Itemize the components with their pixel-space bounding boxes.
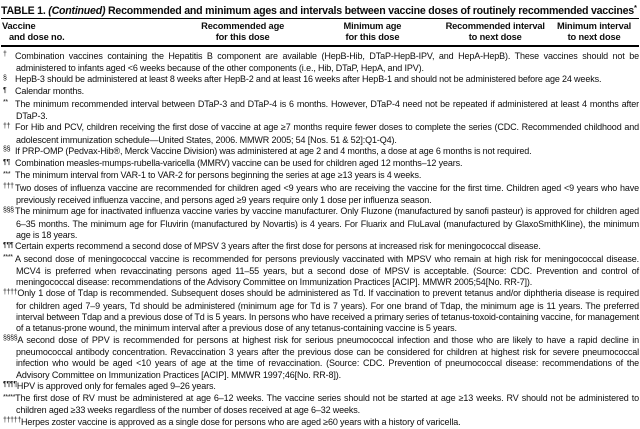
footnote-item [1,122,639,146]
footnote-marker: §§§§ [3,335,18,343]
column-header-minimum-interval [549,21,639,43]
table-title-continued: (Continued) [48,5,106,17]
footnote-text: Combination vaccines containing the Hepatitis B component are available (HepB-Hib, DTaP-HepB-IPV, and HepA-HepB). These vaccines should not be administered to infants aged <6 weeks because of the other components (i.e., Hib, DTaP, HepA, and IPV). [15,50,639,73]
footnote-text: The minimum age for inactivated influenza vaccine varies by vaccine manufacturer. Only Fluzone (manufactured by sanofi pasteur) is approved for children aged 6–35 months. The minimum age for Fluvirin (manufactured by Novartis) is 4 years. For Fluarix and FluLaval (manufactured by GlaxoSmithKline), the minimum age is 18 years. [15,206,639,240]
footnote-marker: § [3,74,7,82]
footnote-marker: ††† [3,183,14,191]
column-header-line: for this dose [345,32,400,42]
footnote-text: Certain experts recommend a second dose of MPSV 3 years after the first dose for persons at increased risk for meningococcal disease. [15,241,541,252]
footnote-text: A second dose of meningococcal vaccine is recommended for persons previously vaccinated with MPSV who remain at high risk for meningococcal disease. MCV4 is preferred when revaccinating persons aged 11–55 years, but a second dose of MPSV is acceptable. (Source: CDC. Prevention and control of meningococcal disease: recommendations of the Advisory Committee on Immunization Practices [ACIP]. MMWR 2005;54[No. RR-7]). [15,253,639,288]
footnote-text: HPV is approved only for females aged 9–26 years. [16,380,216,391]
footnote-item [1,183,639,207]
footnote-item [1,241,639,253]
footnote-marker: §§ [3,146,11,154]
footnote-text: Calendar months. [15,86,85,97]
column-header-line: Minimum interval [557,21,632,31]
footnote-item [1,51,639,75]
table-title-footnote-symbol: * [633,3,637,12]
footnote-text: The minimum recommended interval between DTaP-3 and DTaP-4 is 6 months. However, DTaP-4 need not be repeated if administered at least 4 months after DTaP-3. [15,98,639,121]
footnote-marker: † [3,51,7,58]
column-header-line: Recommended interval [445,21,545,31]
footnote-item [1,158,639,170]
footnote-item [1,99,639,123]
footnote-item [1,254,639,289]
footnote-text: For Hib and PCV, children receiving the first dose of vaccine at age ≥7 months require fewer doses to complete the series (CDC. Recommended childhood and adolescent immunization schedule—United States, 2006. MMWR 2005; 54 [Nos. 51 & 52]:Q1-Q4). [15,122,639,145]
footnote-text: Herpes zoster vaccine is approved as a single dose for persons who are aged ≥60 years with a history of varicella. [20,416,461,427]
footnote-marker: ***** [3,393,16,401]
table-title-text: Recommended and minimum ages and intervals between vaccine doses of routinely recommended vaccines [105,5,634,17]
column-header-line: Minimum age [343,21,402,31]
footnote-marker: †† [3,122,11,130]
footnote-item [1,335,639,381]
footnote-text: The first dose of RV must be administered at age 6–12 weeks. The vaccine series should not be started at age ≥13 weeks. RV should not be administered to children aged ≥33 weeks regardless of the number of doses received at age 6–32 weeks. [15,393,639,416]
footnote-marker: †††† [3,288,18,296]
footnote-marker: ¶¶¶¶ [3,381,17,389]
table-title [1,1,639,19]
footnote-marker: ¶ [3,86,7,94]
column-header-minimum-age [304,21,442,43]
footnote-item [1,146,639,158]
footnote-marker: *** [3,170,11,178]
column-header-line: for this dose [215,32,270,42]
column-header-recommended-age [182,21,304,43]
column-header-row [1,19,639,47]
column-header-vaccine [1,21,182,43]
column-header-recommended-interval [441,21,549,43]
footnotes-section [1,47,639,429]
footnote-text: Only 1 dose of Tdap is recommended. Subsequent doses should be administered as Td. If vaccination to prevent tetanus and/or diphtheria disease is required for children aged 7–9 years, Td should be administered (minimum age for Td is 7 years). For one brand of Tdap, the minimum age is 11 years. The preferred interval between Tdap and a previous dose of Td is 5 years. In persons who have received a primary series of tetanus-toxoid-containing vaccine, for management of a tetanus-prone wound, the minimum interval after a previous dose of any tetanus-containing vaccine is 5 years. [16,288,639,334]
footnote-marker: ¶¶ [3,158,10,166]
footnote-item [1,288,639,334]
footnote-text: A second dose of PPV is recommended for persons at highest risk for serious pneumococcal infection and those who are likely to have a rapid decline in pneumococcal antibody concentration. Revaccination 3 years after the previous dose can be considered for children at highest risk for severe pneumococcal infection who would be aged <10 years of age at the time of revaccination. (Source: CDC. Prevention of pneumococcal disease: recommendations of the Advisory Committee on Immunization Practices [ACIP]. MMWR 1997;46[No. RR-8]). [16,334,639,380]
footnote-marker: ††††† [3,417,21,425]
footnote-text: HepB-3 should be administered at least 8 weeks after HepB-2 and at least 16 weeks after HepB-1 and should not be administered before age 24 weeks. [15,74,602,85]
footnote-text: If PRP-OMP (Pedvax-Hib®, Merck Vaccine Division) was administered at age 2 and 4 months, a dose at age 6 months is not required. [15,145,532,156]
footnote-item [1,206,639,241]
footnote-marker: §§§ [3,206,14,214]
footnote-item [1,417,639,429]
footnote-marker: **** [3,254,13,262]
footnote-text: The minimum interval from VAR-1 to VAR-2 for persons beginning the series at age ≥13 years is 4 weeks. [15,170,422,181]
table-title-prefix: TABLE 1. [1,5,49,17]
footnote-text: Combination measles-mumps-rubella-varicella (MMRV) vaccine can be used for children aged 12 months–12 years. [15,158,463,169]
footnote-marker: ** [3,99,8,107]
footnote-item [1,393,639,417]
column-header-line: and dose no. [9,32,65,42]
column-header-line: Recommended age [201,21,285,31]
footnote-marker: ¶¶¶ [3,241,14,249]
footnote-text: Two doses of influenza vaccine are recommended for children aged <9 years who are receiving the vaccine for the first time. Children aged <9 years who have previously received influenza vaccine, and persons aged ≥9 years require only 1 dose per influenza season. [15,182,639,206]
footnote-item [1,86,639,98]
column-header-line: Vaccine [2,21,36,31]
footnote-item [1,74,639,86]
footnote-item [1,381,639,393]
column-header-line: to next dose [567,32,621,42]
column-header-line: to next dose [468,32,522,42]
footnote-item [1,170,639,182]
